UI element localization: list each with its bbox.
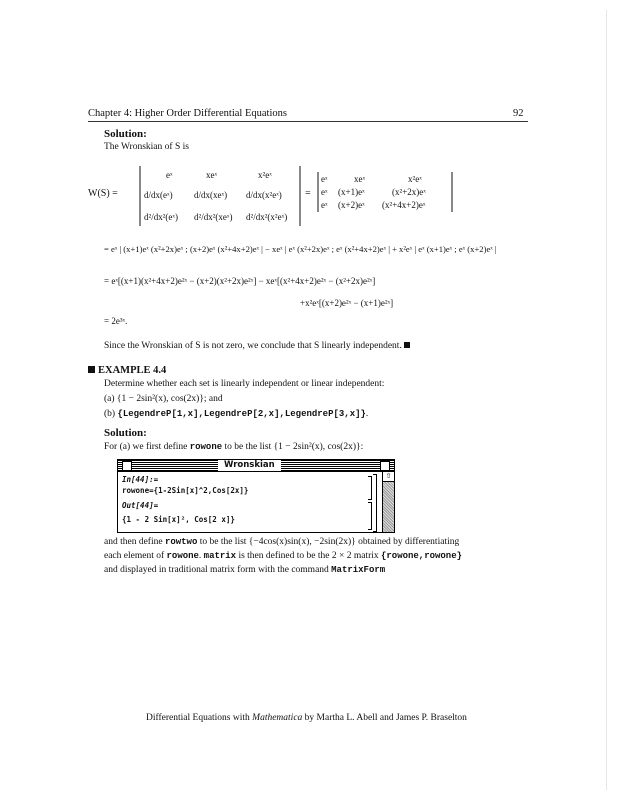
det-cell: eˣ (321, 200, 328, 210)
input-label: In[44]:= (122, 475, 159, 484)
qed-square-icon (404, 342, 410, 348)
example-title: EXAMPLE 4.4 (88, 365, 166, 376)
solution-heading-2: Solution: (104, 427, 147, 439)
det-cell: d/dx(x²eˣ) (246, 190, 282, 200)
chapter-header: Chapter 4: Higher Order Differential Equations (88, 108, 287, 119)
input-cell-code[interactable]: rowone={1-2Sin[x]^2,Cos[2x]} (122, 486, 249, 495)
det-cell: x²eˣ (408, 174, 422, 184)
paragraph-line: each element of rowone. matrix is then defined to be the 2 × 2 matrix {rowone,rowone} (104, 551, 463, 561)
det-cell: d/dx(xeˣ) (194, 190, 228, 200)
mathematica-notebook-window[interactable] (117, 459, 395, 533)
solution-intro-2: For (a) we first define rowone to be the list {1 − 2sin²(x), cos(2x)}: (104, 442, 364, 452)
example-square-icon (88, 366, 95, 373)
example-part-b: (b) {LegendreP[1,x],LegendreP[2,x],LegendreP[3,x]}. (104, 409, 369, 419)
expanded-line: +x²eˣ[(x+2)e²ˣ − (x+1)e²ˣ] (300, 298, 394, 308)
equals-sign: = (305, 188, 311, 199)
det-cell: (x+2)eˣ (338, 200, 365, 210)
header-rule (88, 121, 528, 122)
window-title: Wronskian (218, 460, 281, 471)
wronskian-result: = 2e³ˣ. (104, 316, 128, 326)
det-cell: d²/dx²(eˣ) (144, 212, 178, 222)
page-edge (606, 10, 607, 790)
wronskian-intro: The Wronskian of S is (104, 142, 189, 152)
cell-bracket[interactable] (368, 476, 372, 500)
det-cell: d²/dx²(xeˣ) (194, 212, 233, 222)
page-footer: Differential Equations with Mathematica by Martha L. Abell and James P. Braselton (146, 713, 467, 723)
cell-bracket[interactable] (368, 502, 372, 530)
det-cell: d/dx(eˣ) (144, 190, 173, 200)
wronskian-equations (86, 160, 506, 328)
det-cell: xeˣ (206, 170, 218, 180)
det-cell: eˣ (321, 174, 328, 184)
paragraph-line: and then define rowtwo to be the list {−4cos(x)sin(x), −2sin(2x)} obtained by differentiating (104, 537, 460, 547)
paragraph-line: and displayed in traditional matrix form with the command MatrixForm (104, 565, 386, 575)
conclusion-text: Since the Wronskian of S is not zero, we conclude that S linearly independent. (104, 341, 410, 351)
det-cell: xeˣ (354, 174, 366, 184)
example-part-a: (a) {1 − 2sin²(x), cos(2x)}; and (104, 394, 223, 404)
output-label: Out[44]= (122, 501, 159, 510)
wronskian-lhs: W(S) = (88, 188, 118, 199)
output-cell-code: {1 - 2 Sin[x]², Cos[2 x]} (122, 515, 235, 524)
det-cell: eˣ (321, 187, 328, 197)
solution-heading: Solution: (104, 128, 147, 140)
window-title-bar[interactable] (118, 460, 394, 472)
det-cell: x²eˣ (258, 170, 272, 180)
det-cell: (x+1)eˣ (338, 187, 365, 197)
det-cell: eˣ (166, 170, 173, 180)
close-box-icon[interactable] (122, 461, 132, 471)
page-number: 92 (513, 108, 524, 119)
det-cell: (x²+2x)eˣ (392, 187, 426, 197)
det-cell: (x²+4x+2)eˣ (382, 200, 426, 210)
expanded-line: = eˣ[(x+1)(x²+4x+2)e²ˣ − (x+2)(x²+2x)e²ˣ] − xeˣ[(x²+4x+2)e²ˣ − (x²+2x)e²ˣ] (104, 276, 376, 286)
scroll-up-arrow-icon[interactable]: ⇧ (382, 472, 394, 482)
example-statement: Determine whether each set is linearly independent or linear independent: (104, 379, 385, 389)
group-bracket[interactable] (373, 474, 377, 532)
zoom-box-icon[interactable] (380, 461, 390, 471)
det-cell: d²/dx²(x²eˣ) (246, 212, 288, 222)
cofactor-expansion: = eˣ | (x+1)eˣ (x²+2x)eˣ ; (x+2)eˣ (x²+4x+2)eˣ | − xeˣ | eˣ (x²+2x)eˣ ; eˣ (x²+4x+2)eˣ | + x²eˣ | eˣ (x+1)eˣ ; eˣ (x+2)eˣ | (104, 244, 497, 254)
